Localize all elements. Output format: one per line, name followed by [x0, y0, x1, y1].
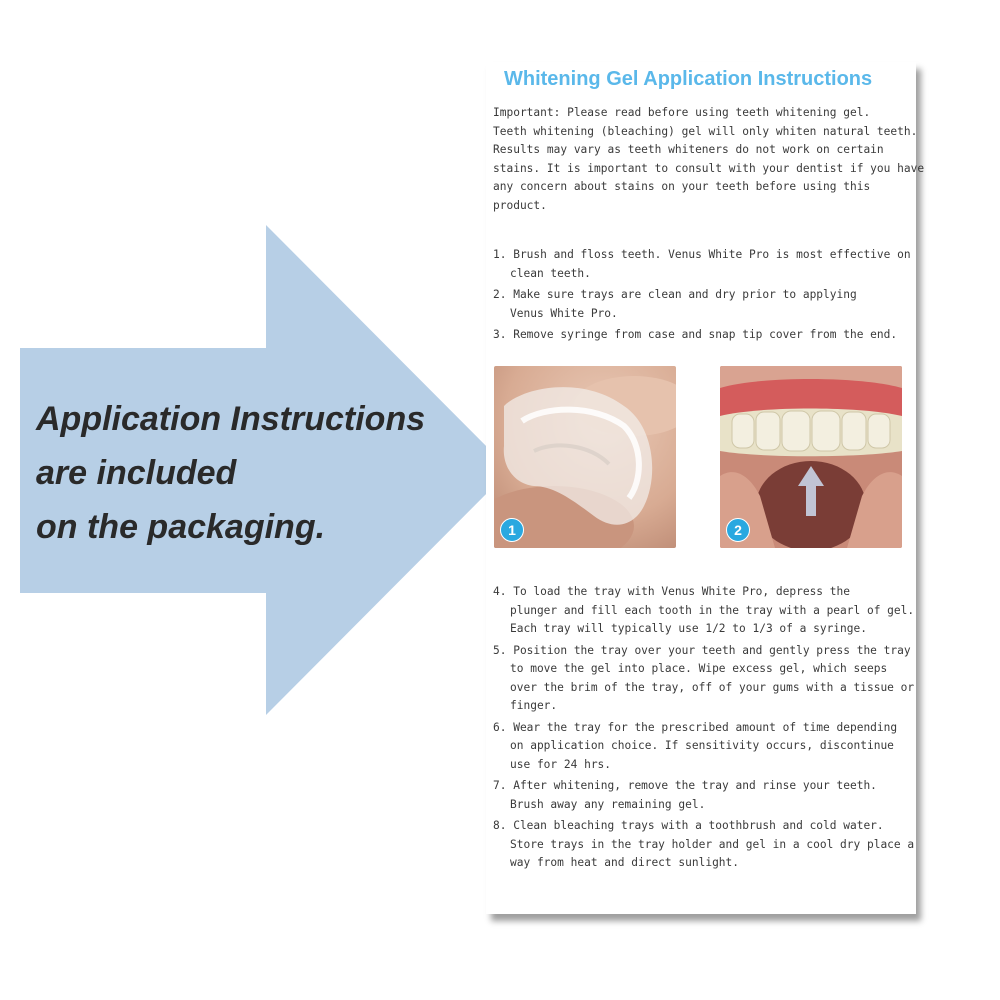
callout-text [36, 392, 456, 554]
step-line: to move the gel into place. Wipe excess gel, which seeps [510, 662, 888, 675]
intro-line: Teeth whitening (bleaching) gel will only whiten natural teeth. [493, 124, 918, 138]
instruction-step [493, 246, 911, 283]
callout-line: Application Instructions [36, 400, 426, 438]
step-line: 5. Position the tray over your teeth and gently press the tray [493, 643, 911, 657]
callout-line: on the packaging. [36, 508, 326, 546]
instruction-step [493, 642, 915, 716]
tray-photo [494, 366, 676, 548]
instruction-step [493, 286, 911, 323]
step-line: use for 24 hrs. [510, 757, 612, 771]
step-line: plunger and fill each tooth in the tray with a pearl of gel. [510, 603, 915, 617]
step-line: 4. To load the tray with Venus White Pro, depress the [493, 585, 850, 598]
step-line: 2. Make sure trays are clean and dry prior to applying [493, 288, 857, 301]
instruction-step [493, 777, 911, 814]
intro-line: product. [493, 198, 547, 212]
tray-in-hand-illustration [494, 366, 676, 548]
step-line: Venus White Pro. [510, 306, 618, 320]
tray-on-teeth-illustration [720, 366, 902, 548]
intro-line: any concern about stains on your teeth before using this [493, 180, 871, 193]
step-line: clean teeth. [510, 266, 591, 280]
intro-paragraph [493, 104, 925, 215]
step-line: Each tray will typically use 1/2 to 1/3 of a syringe. [510, 622, 867, 635]
step-line: 1. Brush and floss teeth. Venus White Pro is most effective on [493, 248, 911, 261]
intro-line: stains. It is important to consult with your dentist if you have [493, 161, 925, 175]
instruction-step [493, 719, 911, 775]
steps-list-bottom [493, 583, 915, 876]
teeth-photo [720, 366, 902, 548]
step-line: way from heat and direct sunlight. [510, 856, 740, 869]
instruction-step [493, 817, 915, 873]
step-line: Store trays in the tray holder and gel in a cool dry place a [510, 837, 915, 851]
intro-line: Important: Please read before using teeth whitening gel. [493, 106, 871, 119]
step-line: 8. Clean bleaching trays with a toothbrush and cold water. [493, 819, 884, 832]
step-badge: 1 [500, 518, 524, 542]
step-line: 3. Remove syringe from case and snap tip cover from the end. [493, 328, 898, 341]
step-line: on application choice. If sensitivity occurs, discontinue [510, 739, 894, 752]
instruction-step [493, 326, 911, 345]
step-line: finger. [510, 699, 558, 712]
instruction-card [486, 62, 925, 914]
callout-line: are included [36, 454, 237, 492]
instruction-step [493, 583, 915, 639]
card-title: Whitening Gel Application Instructions [504, 68, 873, 90]
steps-list-top [493, 246, 911, 348]
step-line: 6. Wear the tray for the prescribed amount of time depending [493, 720, 898, 734]
step-line: over the brim of the tray, off of your gums with a tissue or [510, 680, 915, 694]
intro-line: Results may vary as teeth whiteners do not work on certain [493, 143, 884, 156]
step-line: Brush away any remaining gel. [510, 797, 706, 811]
step-line: 7. After whitening, remove the tray and rinse your teeth. [493, 779, 877, 792]
step-badge: 2 [726, 518, 750, 542]
